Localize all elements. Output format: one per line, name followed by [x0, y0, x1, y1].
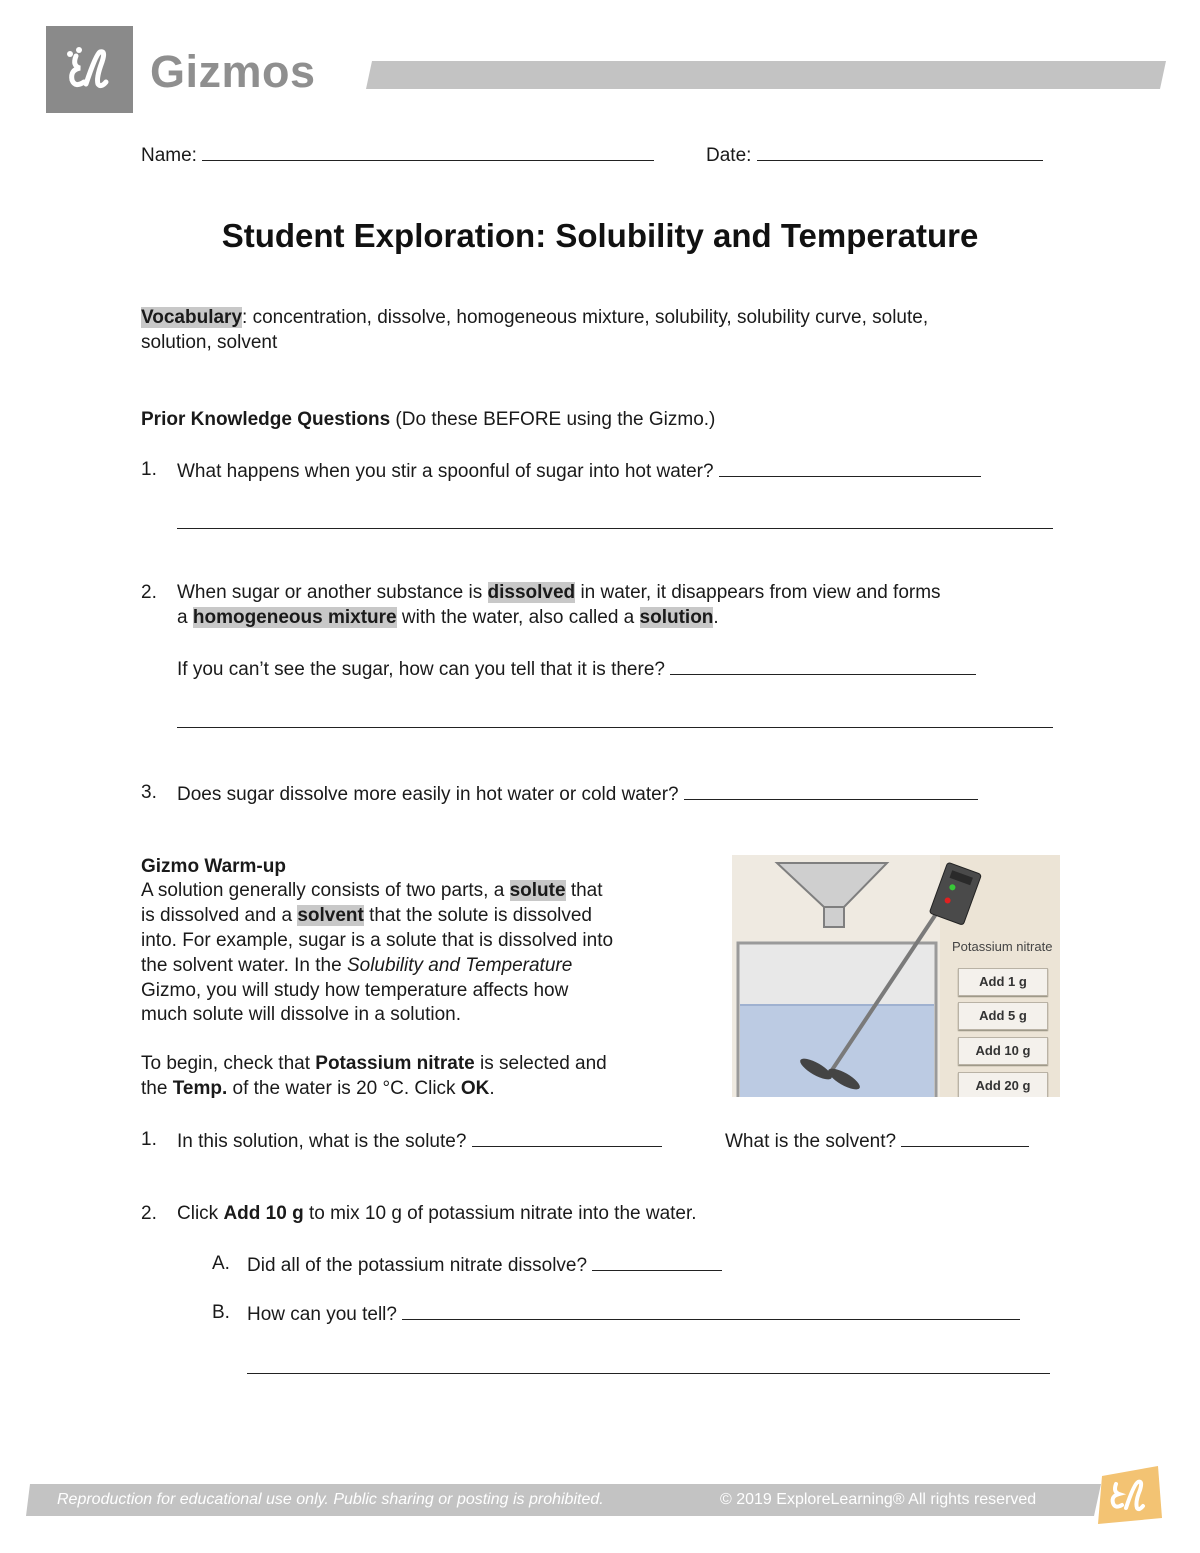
warmup-line-4	[141, 953, 572, 978]
gizmo-screenshot	[732, 855, 1060, 1097]
warmup-q2a-answer[interactable]	[592, 1251, 722, 1271]
warmup-q2b-letter: B.	[212, 1302, 230, 1323]
prior-q2-followup	[177, 655, 976, 682]
term-solute: solute	[509, 880, 566, 901]
w2c: that the solute is dissolved	[363, 905, 592, 926]
wq2a: Click	[177, 1203, 224, 1224]
prior-q2-number: 2.	[141, 582, 157, 603]
prior-q1-text: What happens when you stir a spoonful of sugar into hot water?	[177, 461, 714, 482]
warmup-q1-solute	[177, 1127, 662, 1154]
header-bar	[366, 61, 1166, 89]
warmup-q1-number: 1.	[141, 1129, 157, 1150]
add-20g-button[interactable]: Add 20 g	[958, 1072, 1048, 1097]
q2-text-a: When sugar or another substance is	[177, 582, 488, 603]
w7b: Potassium nitrate	[315, 1053, 475, 1074]
vocabulary-line-1	[141, 305, 928, 330]
page-title: Student Exploration: Solubility and Temperature	[221, 217, 979, 254]
substance-label: Potassium nitrate	[952, 939, 1053, 954]
prior-knowledge-heading	[141, 407, 715, 432]
w2a: is dissolved and a	[141, 905, 298, 926]
warmup-q2a-letter: A.	[212, 1253, 230, 1274]
w8c: of the water is 20 °C. Click	[227, 1078, 461, 1099]
name-line	[141, 141, 654, 168]
prior-q3-answer[interactable]	[684, 780, 978, 800]
q2-text-c: in water, it disappears from view and forms	[575, 582, 941, 603]
vocabulary-label: Vocabulary	[141, 307, 243, 328]
warmup-q2-number: 2.	[141, 1203, 157, 1224]
term-solvent: solvent	[297, 905, 364, 926]
w8b: Temp.	[172, 1078, 228, 1099]
prior-q1	[177, 457, 981, 484]
w4a: the solvent water. In the	[141, 955, 347, 976]
warmup-q2b-answer-line-2[interactable]	[247, 1373, 1050, 1374]
warmup-q1-text: In this solution, what is the solute?	[177, 1131, 467, 1152]
warmup-q2a	[247, 1251, 722, 1278]
prior-q2-line-1	[177, 580, 941, 605]
prior-q3	[177, 780, 978, 807]
term-homogeneous-mixture: homogeneous mixture	[192, 607, 397, 628]
gizmos-logo	[46, 26, 133, 113]
prior-q1-answer-line-2[interactable]	[177, 528, 1053, 529]
w8e: .	[489, 1078, 495, 1099]
vocabulary-list: : concentration, dissolve, homogeneous mixture, solubility, solubility curve, solute,	[242, 307, 929, 328]
gizmo-name-italic: Solubility and Temperature	[346, 955, 573, 976]
warmup-q2	[177, 1201, 697, 1226]
q2-text-2c: with the water, also called a	[396, 607, 640, 628]
add-1g-button[interactable]: Add 1 g	[958, 968, 1048, 996]
add-5g-button[interactable]: Add 5 g	[958, 1002, 1048, 1030]
w1a: A solution generally consists of two parts, a	[141, 880, 510, 901]
add-10g-button[interactable]: Add 10 g	[958, 1037, 1048, 1065]
warmup-line-6: much solute will dissolve in a solution.	[141, 1004, 461, 1025]
term-solution: solution	[639, 607, 714, 628]
prior-q2-followup-text: If you can’t see the sugar, how can you tell that it is there?	[177, 659, 665, 680]
warmup-q2a-text: Did all of the potassium nitrate dissolve?	[247, 1255, 588, 1276]
footer-copyright: © 2019 ExploreLearning® All rights reserved	[720, 1491, 1037, 1508]
w7a: To begin, check that	[141, 1053, 316, 1074]
vocabulary-line-2: solution, solvent	[141, 332, 278, 353]
term-dissolved: dissolved	[487, 582, 576, 603]
q2-text-2a: a	[177, 607, 193, 628]
warmup-heading: Gizmo Warm-up	[141, 856, 286, 877]
solute-answer[interactable]	[472, 1127, 662, 1147]
solvent-answer[interactable]	[901, 1127, 1029, 1147]
name-field[interactable]	[202, 141, 654, 161]
warmup-q2b	[247, 1300, 1020, 1327]
w8a: the	[141, 1078, 173, 1099]
warmup-line-1	[141, 878, 603, 903]
q2-text-2e: .	[713, 607, 719, 628]
warmup-q2b-text: How can you tell?	[247, 1304, 397, 1325]
warmup-line-8	[141, 1076, 495, 1101]
prior-heading-note: (Do these BEFORE using the Gizmo.)	[390, 409, 716, 430]
prior-q2-answer[interactable]	[670, 655, 976, 675]
wq2c: to mix 10 g of potassium nitrate into the water.	[303, 1203, 697, 1224]
explorelearning-logo-icon	[1094, 1462, 1166, 1526]
warmup-line-7	[141, 1051, 607, 1076]
prior-q1-answer[interactable]	[719, 457, 981, 477]
w8d: OK	[460, 1078, 490, 1099]
warmup-line-5: Gizmo, you will study how temperature affects how	[141, 980, 569, 1001]
warmup-q2b-answer[interactable]	[402, 1300, 1020, 1320]
date-field[interactable]	[757, 141, 1043, 161]
warmup-q1-solvent	[725, 1127, 1029, 1154]
prior-q3-text: Does sugar dissolve more easily in hot water or cold water?	[177, 784, 679, 805]
prior-q2-answer-line-2[interactable]	[177, 727, 1053, 728]
date-label: Date:	[706, 145, 752, 166]
warmup-q1-text2: What is the solvent?	[725, 1131, 897, 1152]
w7c: is selected and	[474, 1053, 607, 1074]
prior-q3-number: 3.	[141, 782, 157, 803]
prior-q2-line-2	[177, 605, 719, 630]
w1c: that	[565, 880, 603, 901]
prior-q1-number: 1.	[141, 459, 157, 480]
date-line	[706, 141, 1043, 168]
footer-disclaimer: Reproduction for educational use only. Public sharing or posting is prohibited.	[57, 1491, 604, 1508]
name-label: Name:	[141, 145, 197, 166]
warmup-line-2	[141, 903, 592, 928]
brand-name: Gizmos	[150, 46, 316, 97]
warmup-line-3: into. For example, sugar is a solute that is dissolved into	[141, 930, 614, 951]
prior-heading-bold: Prior Knowledge Questions	[141, 409, 391, 430]
el-logo-icon	[46, 26, 133, 113]
wq2b: Add 10 g	[223, 1203, 304, 1224]
